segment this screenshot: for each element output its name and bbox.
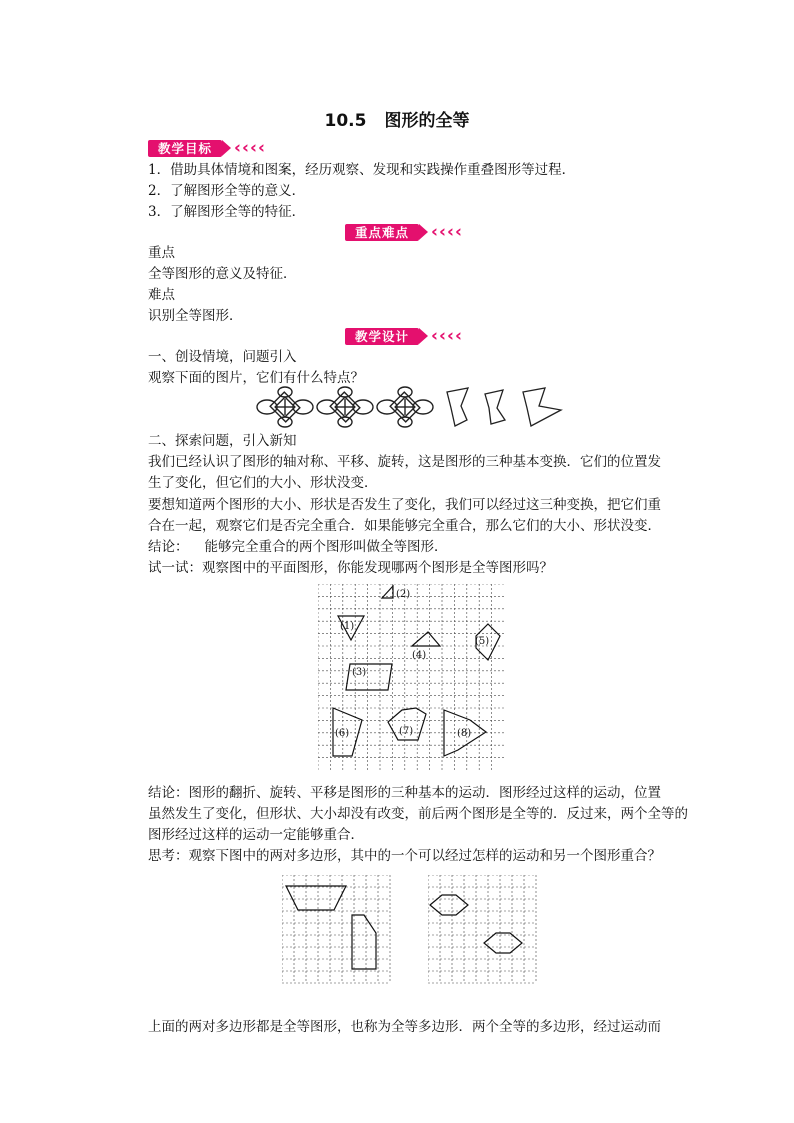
para2-line2: 合在一起，观察它们是否完全重合．如果能够完全重合，那么它们的大小、形状没变． xyxy=(148,518,661,534)
objectives-badge xyxy=(148,139,266,157)
conclusion1 xyxy=(148,537,448,557)
grid-lines xyxy=(428,875,536,983)
think-prompt: 思考：观察下图中的两对多边形，其中的一个可以经过怎样的运动和另一个图形重合？ xyxy=(148,848,661,864)
trapezoid-shape xyxy=(286,886,346,910)
grid-lines xyxy=(318,584,504,770)
label-1: (1) xyxy=(340,621,355,632)
label-8: (8) xyxy=(457,728,472,739)
polygon-pair-grid-1 xyxy=(282,875,396,985)
try-prompt: 试一试：观察图中的平面图形，你能发现哪两个图形是全等图形吗？ xyxy=(148,560,553,576)
objectives-badge-label: 教学目标 xyxy=(148,140,222,157)
shapes-grid-figure xyxy=(318,584,508,774)
step1-question: 观察下面的图片，它们有什么特点？ xyxy=(148,370,364,386)
conclusion2-line1: 结论：图形的翻折、旋转、平移是图形的三种基本的运动．图形经过这样的运动，位置 xyxy=(148,785,661,801)
last-line: 上面的两对多边形都是全等图形，也称为全等多边形．两个全等的多边形，经过运动而 xyxy=(148,1019,661,1035)
key-points-badge xyxy=(345,223,463,241)
objective-item: 2．了解图形全等的意义． xyxy=(148,183,306,199)
kite-shape-2 xyxy=(485,390,505,424)
chinese-knot-1 xyxy=(257,387,313,427)
label-4: (4) xyxy=(412,650,427,661)
para1-line1-text: 我们已经认识了图形的轴对称、平移、旋转，这是图形的三种基本变换．它们的位置发 xyxy=(148,454,661,470)
label-5: (5) xyxy=(475,636,490,647)
key-points-badge-label: 重点难点 xyxy=(345,224,419,241)
para1-line1 xyxy=(148,452,661,472)
conclusion2-line3: 图形经过这样的运动一定能够重合． xyxy=(148,827,364,843)
zhongdian-label: 重点 xyxy=(148,245,175,261)
label-7: (7) xyxy=(399,726,414,737)
chinese-knot-2 xyxy=(317,387,373,427)
nandian-label: 难点 xyxy=(148,287,175,303)
step2-heading: 二、探索问题，引入新知 xyxy=(148,433,297,449)
section-number: 10.5 xyxy=(324,111,367,131)
label-3: (3) xyxy=(352,667,367,678)
chinese-knot-3 xyxy=(377,387,433,427)
page-title xyxy=(0,106,794,131)
design-badge xyxy=(345,327,463,345)
step1-heading: 一、创设情境，问题引入 xyxy=(148,349,297,365)
zhongdian-text: 全等图形的意义及特征． xyxy=(148,266,297,282)
para1-line2: 生了变化，但它们的大小、形状没变． xyxy=(148,475,378,491)
conclusion1-label: 结论： xyxy=(148,539,189,555)
pictures-row xyxy=(255,386,565,428)
kite-shape-3 xyxy=(523,388,561,426)
hexagon-shape-1 xyxy=(430,895,468,915)
nandian-text: 识别全等图形． xyxy=(148,308,243,324)
objective-item: 1．借助具体情境和图案，经历观察、发现和实践操作重叠图形等过程． xyxy=(148,162,576,178)
para2-line1: 要想知道两个图形的大小、形状是否发生了变化，我们可以经过这三种变换，把它们重 xyxy=(148,497,661,513)
conclusion1-text: 能够完全重合的两个图形叫做全等图形． xyxy=(204,539,448,555)
chevron-icon: ‹‹‹‹ xyxy=(234,138,267,158)
label-2: (2) xyxy=(396,589,411,600)
chevron-icon: ‹‹‹‹ xyxy=(431,222,464,242)
label-6: (6) xyxy=(335,728,350,739)
title-text: 图形的全等 xyxy=(384,111,470,131)
chevron-icon: ‹‹‹‹ xyxy=(431,326,464,346)
kite-shape-1 xyxy=(447,388,468,426)
polygon-pair-grid-2 xyxy=(428,875,542,985)
design-badge-label: 教学设计 xyxy=(345,328,419,345)
objective-item: 3．了解图形全等的特征． xyxy=(148,204,306,220)
shapes-group xyxy=(447,388,561,426)
shape-4-triangle xyxy=(412,632,440,646)
conclusion2-line2: 虽然发生了变化，但形状、大小却没有改变，前后两个图形是全等的．反过来，两个全等的 xyxy=(148,806,688,822)
hexagon-shape-2 xyxy=(484,933,522,953)
